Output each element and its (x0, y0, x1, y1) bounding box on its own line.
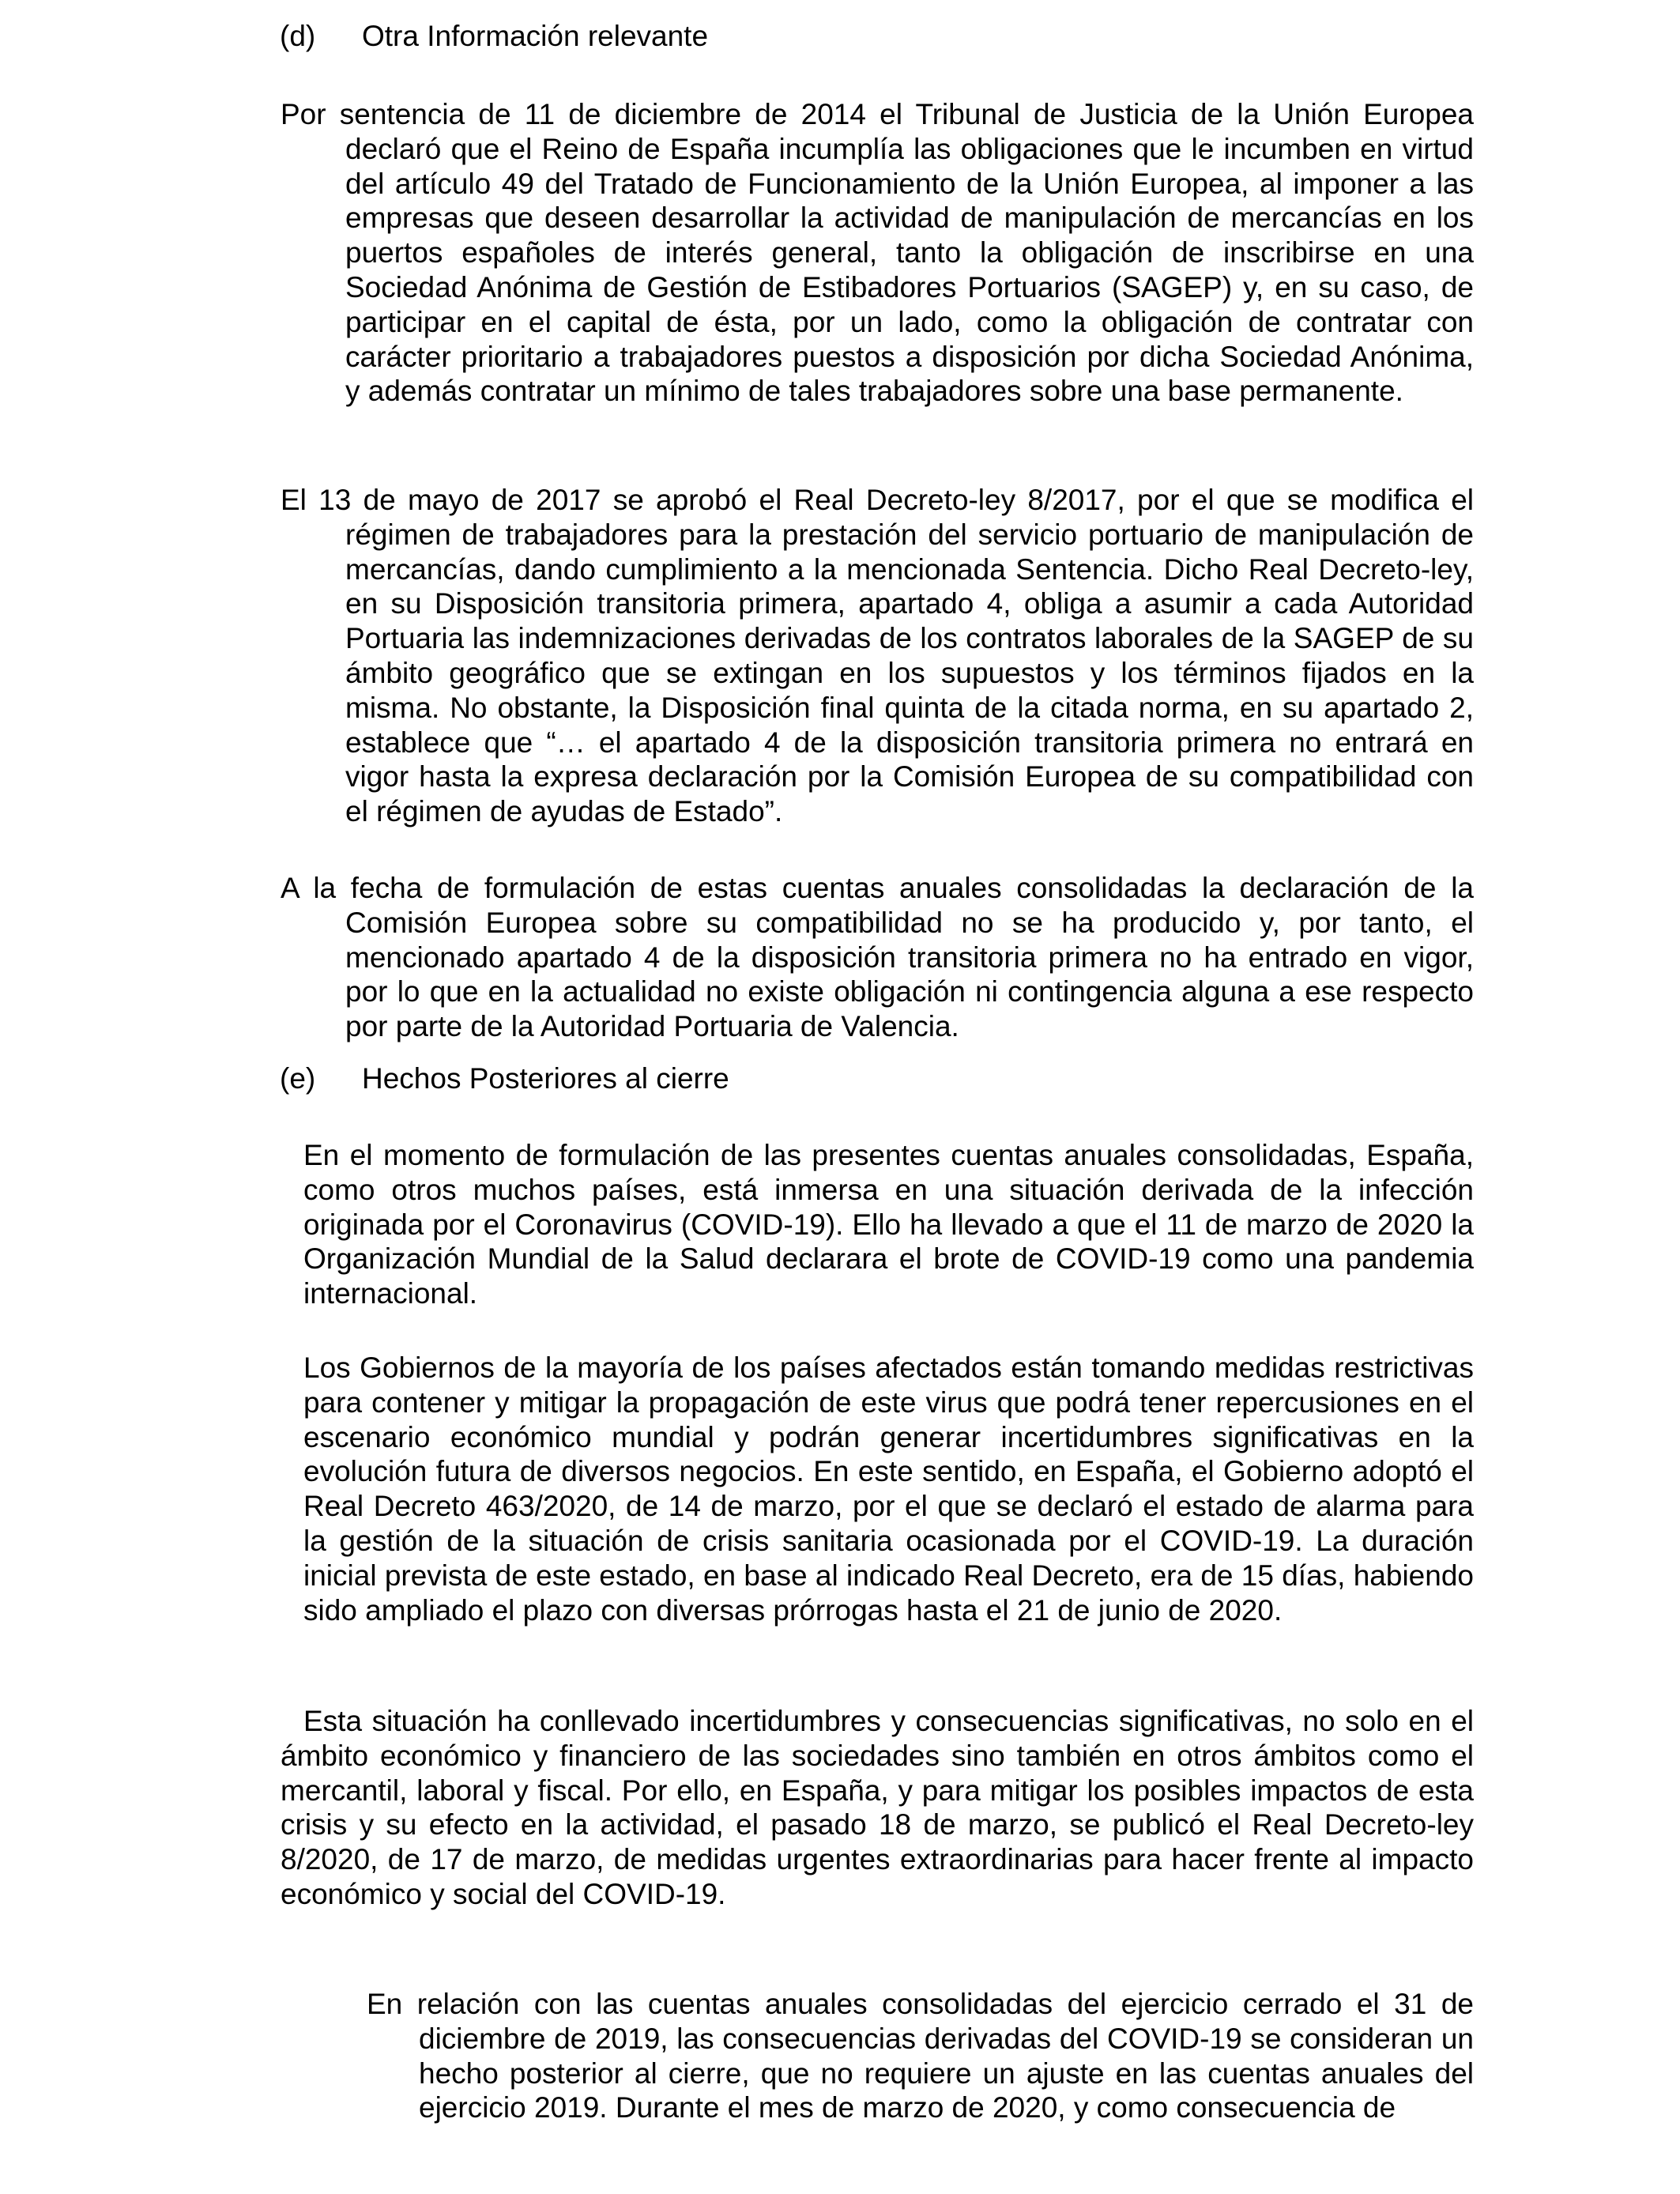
paragraph-comision-europea: A la fecha de formulación de estas cuentas anuales consolidadas la declaración de la Comisión Europea sobre su compatibilidad no se ha producido y, por tanto, el mencionado apartado 4 de la disposición transitoria primera no ha entrado en vigor, por lo que en la actualidad no existe obligación ni contingencia alguna a ese respecto por parte de la Autoridad Portuaria de Valencia. (281, 872, 1474, 1043)
paragraph-real-decreto-2017: El 13 de mayo de 2017 se aprobó el Real Decreto-ley 8/2017, por el que se modifica el régimen de trabajadores para la prestación del servicio portuario de manipulación de mercancías, dando cumplimiento a la mencionada Sentencia. Dicho Real Decreto-ley, en su Disposición transitoria primera, apartado 4, obliga a asumir a cada Autoridad Portuaria las indemnizaciones derivadas de los contratos laborales de la SAGEP de su ámbito geográfico que se extingan en los supuestos y los términos fijados en la misma. No obstante, la Disposición final quinta de la citada norma, en su apartado 2, establece que “… el apartado 4 de la disposición transitoria primera no entrará en vigor hasta la expresa declaración por la Comisión Europea de su compatibilidad con el régimen de ayudas de Estado”. (281, 484, 1474, 828)
section-d-title: Otra Información relevante (362, 20, 709, 52)
section-e-title: Hechos Posteriores al cierre (362, 1062, 729, 1095)
paragraph-incertidumbres: Esta situación ha conllevado incertidumbres y consecuencias significativas, no solo en el ámbito económico y financiero de las sociedades sino también en otros ámbitos como el mercantil, laboral y fiscal. Por ello, en España, y para mitigar los posibles impactos de esta crisis y su efecto en la actividad, el pasado 18 de marzo, se publicó el Real Decreto-ley 8/2020, de 17 de marzo, de medidas urgentes extraordinarias para hacer frente al impacto económico y social del COVID-19. (281, 1705, 1474, 1910)
section-d-marker: (d) (280, 20, 316, 52)
paragraph-sentencia-tjue: Por sentencia de 11 de diciembre de 2014 el Tribunal de Justicia de la Unión Europea declaró que el Reino de España incumplía las obligaciones que le incumben en virtud del artículo 49 del Tratado de Funcionamiento de la Unión Europea, al imponer a las empresas que deseen desarrollar la actividad de manipulación de mercancías en los puertos españoles de interés general, tanto la obligación de inscribirse en una Sociedad Anónima de Gestión de Estibadores Portuarios (SAGEP) y, en su caso, de participar en el capital de ésta, por un lado, como la obligación de contratar con carácter prioritario a trabajadores puestos a disposición por dicha Sociedad Anónima, y además contratar un mínimo de tales trabajadores sobre una base permanente. (281, 98, 1474, 408)
paragraph-covid-pandemia: En el momento de formulación de las presentes cuentas anuales consolidadas, España, como otros muchos países, está inmersa en una situación derivada de la infección originada por el Coronavirus (COVID-19). Ello ha llevado a que el 11 de marzo de 2020 la Organización Mundial de la Salud declarara el brote de COVID-19 como una pandemia internacional. (303, 1139, 1474, 1310)
paragraph-estado-alarma: Los Gobiernos de la mayoría de los países afectados están tomando medidas restrictivas para contener y mitigar la propagación de este virus que podrá tener repercusiones en el escenario económico mundial y podrán generar incertidumbres significativas en la evolución futura de diversos negocios. En este sentido, en España, el Gobierno adoptó el Real Decreto 463/2020, de 14 de marzo, por el que se declaró el estado de alarma para la gestión de la situación de crisis sanitaria ocasionada por el COVID-19. La duración inicial prevista de este estado, en base al indicado Real Decreto, era de 15 días, habiendo sido ampliado el plazo con diversas prórrogas hasta el 21 de junio de 2020. (303, 1351, 1474, 1627)
section-e-heading (280, 1061, 991, 1096)
section-d-heading (280, 19, 991, 54)
paragraph-hecho-posterior: En relación con las cuentas anuales consolidadas del ejercicio cerrado el 31 de diciembre de 2019, las consecuencias derivadas del COVID-19 se consideran un hecho posterior al cierre, que no requiere un ajuste en las cuentas anuales del ejercicio 2019. Durante el mes de marzo de 2020, y como consecuencia de (367, 1988, 1474, 2124)
section-e-marker: (e) (280, 1062, 316, 1095)
